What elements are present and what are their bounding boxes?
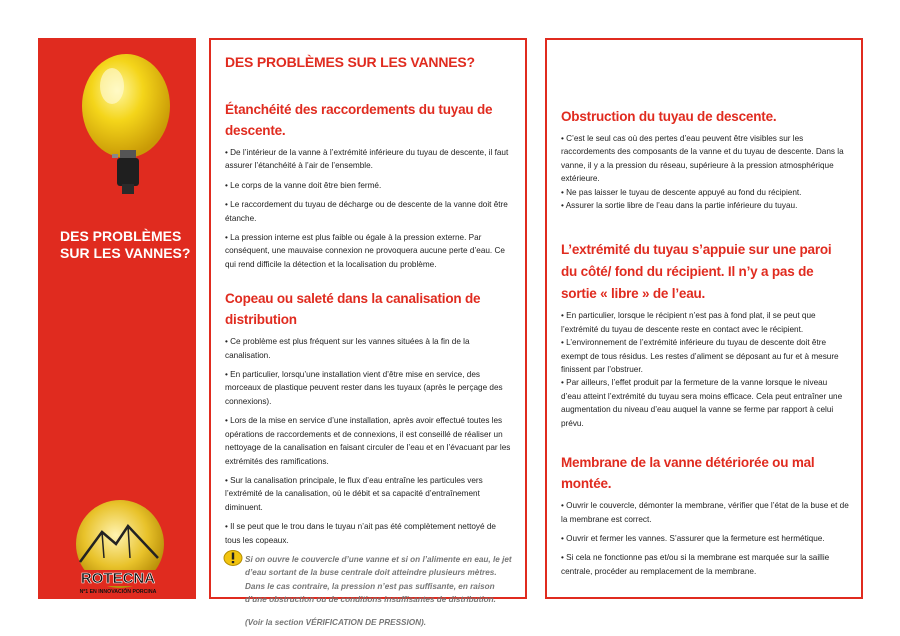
page-title: DES PROBLÈMES SUR LES VANNES? (225, 54, 475, 70)
list-item: • Par ailleurs, l’effet produit par la fermeture de la vanne lorsque le niveau d’eau atteint l’extrémité du tuyau sera moins efficace. Cela peut entraîner une augmentation du niveau d’eau auquel la vanne se ferme par rapport à celui prévu. (561, 378, 843, 428)
warning-icon (223, 549, 245, 567)
right-panel (545, 38, 863, 599)
list-item: • Ne pas laisser le tuyau de descente appuyé au fond du récipient. (561, 187, 802, 197)
middle-panel (209, 38, 527, 627)
list-item: • L’environnement de l’extrémité inférieure du tuyau de descente doit être exempt de tous résidus. Les restes d’aliment se déposant au fur et à mesure finissent par l’obstruer. (561, 338, 839, 375)
list-item: • Le raccordement du tuyau de décharge ou de descente de la vanne doit être étanche. (225, 200, 508, 223)
list-item: • Assurer la sortie libre de l’eau dans la partie inférieure du tuyau. (561, 201, 798, 211)
note-reference: (Voir la section VÉRIFICATION DE PRESSION). (245, 617, 427, 627)
note-text: Si on ouvre le couvercle d’une vanne et si on l’alimente en eau, le jet d’eau sortant de la buse centrale doit atteindre plusieurs mètres. Dans le cas contraire, la pression n’est pas suffisante, en raison d’une obstruction ou de conditions insuffisantes de distribution. (245, 554, 512, 605)
list-item: • Si cela ne fonctionne pas et/ou si la membrane est marquée sur la saillie centrale, procéder au remplacement de la membrane. (561, 553, 830, 576)
list-item: • La pression interne est plus faible ou égale à la pression externe. Par conséquent, une mauvaise connexion ne provoquera aucune perte d’eau. Ce qui rend difficile la détection et la localisation du problème. (225, 233, 505, 269)
list-item: • Le corps de la vanne doit être bien fermé. (225, 180, 382, 190)
list-item: • Ouvrir le couvercle, démonter la membrane, vérifier que l’état de la buse et de la membrane est correct. (561, 501, 849, 524)
list-item: • Lors de la mise en service d’une installation, après avoir effectué toutes les opérations de raccordements et de connexions, il est conseillé de réaliser un nettoyage de la canalisation en faisant circuler de l’eau et en l’évacuant par les extrémités des ramifications. (225, 416, 511, 466)
section-heading: L’extrémité du tuyau s’appuie sur une paroi du côté/ fond du récipient. Il n’y a pas de sortie « libre » de l’eau. (561, 242, 832, 302)
svg-text:Nº1 EN INNOVACIÓN PORCINA: Nº1 EN INNOVACIÓN PORCINA (79, 589, 157, 595)
warning-note (225, 553, 513, 627)
list-item: • Ouvrir et fermer les vannes. S’assurer que la fermeture est hermétique. (561, 533, 825, 543)
list-item: • En particulier, lorsqu’une installation vient d’être mise en service, des morceaux de plastique peuvent rester dans les tuyaux (après le perçage des connexions). (225, 370, 503, 406)
list-item: • Il se peut que le trou dans le tuyau n’ait pas été complètement nettoyé de tous les copeaux. (225, 522, 496, 545)
list-item: • Ce problème est plus fréquent sur les vannes situées à la fin de la canalisation. (225, 337, 470, 360)
sidebar-title: DES PROBLÈMES SUR LES VANNES? (60, 228, 191, 261)
rotecna-logo (58, 496, 178, 596)
section-heading: Obstruction du tuyau de descente. (561, 109, 777, 124)
valve-illustration (68, 38, 178, 198)
svg-text:ROTECNA: ROTECNA (80, 570, 156, 587)
list-item: • De l’intérieur de la vanne à l’extrémité inférieure du tuyau de descente, il faut assurer l’étanchéité à l’air de l’ensemble. (225, 148, 509, 171)
section-heading: Étanchéité des raccordements du tuyau de descente. (225, 102, 493, 138)
sidebar-panel (38, 38, 196, 599)
list-item: • En particulier, lorsque le récipient n’est pas à fond plat, il se peut que l’extrémité du tuyau de descente reste en contact avec le récipient. (561, 311, 816, 334)
list-item: • C’est le seul cas où des pertes d’eau peuvent être visibles sur les raccordements des composants de la vanne et du tuyau de descente. Dans la vanne, il y a la pression du réseau, supérieure à la pression atmosphérique extérieure. (561, 134, 844, 184)
list-item: • Sur la canalisation principale, le flux d’eau entraîne les particules vers l’extrémité de la canalisation, où le débit et sa capacité d’entraînement diminuent. (225, 475, 483, 512)
section-heading: Copeau ou saleté dans la canalisation de distribution (225, 291, 481, 328)
section-heading: Membrane de la vanne détériorée ou mal montée. (561, 455, 815, 492)
